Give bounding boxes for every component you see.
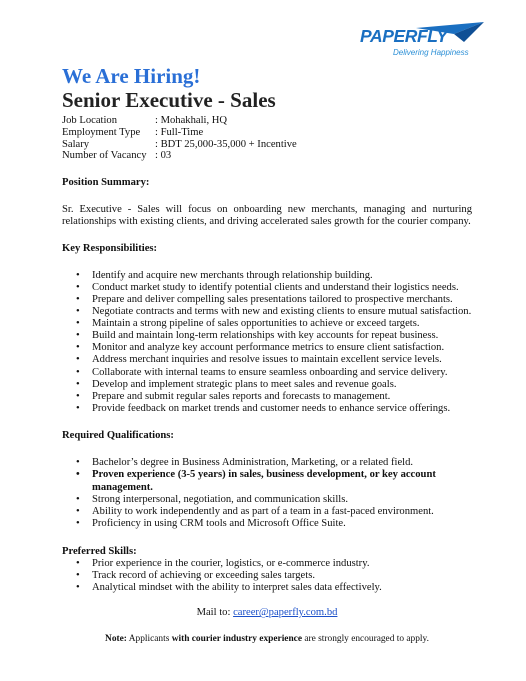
list-item-text: Develop and implement strategic plans to meet sales and revenue goals. xyxy=(92,378,397,390)
logo-tagline: Delivering Happiness xyxy=(393,48,469,57)
bullet-icon: • xyxy=(76,269,80,281)
list-item xyxy=(62,457,472,469)
meta-row-employment xyxy=(62,127,472,139)
list-item xyxy=(62,391,472,403)
list-item xyxy=(62,494,472,506)
meta-value: : Mohakhali, HQ xyxy=(155,115,228,126)
list-item xyxy=(62,506,472,518)
meta-row-location xyxy=(62,115,472,127)
list-item xyxy=(62,306,472,318)
list-item-text: Address merchant inquiries and resolve issues to maintain excellent service levels. xyxy=(92,354,442,366)
list-item-text: Proficiency in using CRM tools and Microsoft Office Suite. xyxy=(92,518,346,530)
preferred-heading: Preferred Skills: xyxy=(62,545,137,557)
list-item xyxy=(62,582,472,594)
job-meta xyxy=(62,115,472,162)
qualifications-list xyxy=(62,457,472,530)
list-item-text: Proven experience (3-5 years) in sales, business development, or key account management. xyxy=(92,469,436,493)
responsibilities-heading: Key Responsibilities: xyxy=(62,243,158,255)
list-item-text: Strong interpersonal, negotiation, and communication skills. xyxy=(92,494,348,506)
list-item xyxy=(62,354,472,366)
meta-row-salary xyxy=(62,139,472,151)
bullet-icon: • xyxy=(76,457,80,469)
bullet-icon: • xyxy=(76,469,80,481)
list-item-text: Prior experience in the courier, logistics, or e-commerce industry. xyxy=(92,557,370,569)
summary-text: Sr. Executive - Sales will focus on onboarding new merchants, managing and nurturing relationships with existing clients, and driving accelerated sales growth for the courier company. xyxy=(62,203,472,227)
list-item-text: Prepare and deliver compelling sales presentations tailored to prospective merchants. xyxy=(92,294,453,305)
meta-value: : 03 xyxy=(155,150,172,162)
list-item-text: Monitor and analyze key account performance metrics to ensure client satisfaction. xyxy=(92,342,445,354)
bullet-icon: • xyxy=(76,378,80,390)
qualifications-heading: Required Qualifications: xyxy=(62,429,174,441)
list-item-text: Bachelor’s degree in Business Administration, Marketing, or a related field. xyxy=(92,457,414,469)
bullet-icon: • xyxy=(76,494,80,506)
contact-line xyxy=(62,607,472,619)
bullet-icon: • xyxy=(76,354,80,366)
meta-value: : Full-Time xyxy=(155,126,204,138)
meta-label: Employment Type xyxy=(62,126,141,138)
list-item-text: Analytical mindset with the ability to interpret sales data effectively. xyxy=(92,582,382,594)
bullet-icon: • xyxy=(76,281,80,293)
list-item xyxy=(62,282,472,294)
meta-value: : BDT 25,000-35,000 + Incentive xyxy=(155,138,297,150)
note-emphasis: with courier industry experience xyxy=(171,633,302,644)
bullet-icon: • xyxy=(76,582,80,594)
note-line xyxy=(62,633,472,645)
paperfly-logo xyxy=(356,22,486,58)
bullet-icon: • xyxy=(76,557,80,569)
summary-heading: Position Summary: xyxy=(62,177,150,189)
bullet-icon: • xyxy=(76,506,80,518)
hiring-title: We Are Hiring! xyxy=(62,64,201,88)
list-item xyxy=(62,367,472,379)
bullet-icon: • xyxy=(76,318,80,330)
list-item xyxy=(62,570,472,582)
list-item xyxy=(62,558,472,570)
bullet-icon: • xyxy=(76,294,80,305)
list-item xyxy=(62,403,472,415)
bullet-icon: • xyxy=(76,342,80,354)
list-item xyxy=(62,469,472,494)
list-item xyxy=(62,294,472,306)
list-item-text: Negotiate contracts and terms with new and existing clients to ensure mutual satisfaction. xyxy=(92,306,472,318)
bullet-icon: • xyxy=(76,570,80,582)
list-item-text: Maintain a strong pipeline of sales opportunities to achieve or exceed targets. xyxy=(92,318,420,330)
bullet-icon: • xyxy=(76,330,80,342)
note-label: Note: xyxy=(105,633,127,644)
meta-label: Number of Vacancy xyxy=(62,150,147,162)
meta-row-vacancy xyxy=(62,150,472,162)
list-item xyxy=(62,330,472,342)
meta-label: Job Location xyxy=(62,115,118,126)
bullet-icon: • xyxy=(76,366,80,378)
list-item xyxy=(62,518,472,530)
list-item-text: Identify and acquire new merchants through relationship building. xyxy=(92,269,373,281)
list-item-text: Provide feedback on market trends and customer needs to enhance service offerings. xyxy=(92,402,451,414)
list-item-text: Prepare and submit regular sales reports and forecasts to management. xyxy=(92,390,391,402)
job-post xyxy=(62,64,472,645)
preferred-list xyxy=(62,558,472,594)
list-item xyxy=(62,270,472,282)
email-link[interactable]: career@paperfly.com.bd xyxy=(233,607,338,619)
bullet-icon: • xyxy=(76,306,80,318)
responsibilities-list xyxy=(62,270,472,415)
list-item-text: Conduct market study to identify potential clients and understand their logistics needs. xyxy=(92,281,459,293)
list-item-text: Build and maintain long-term relationships with key accounts for repeat business. xyxy=(92,330,439,342)
bullet-icon: • xyxy=(76,390,80,402)
position-title: Senior Executive - Sales xyxy=(62,88,276,112)
note-text-after: are strongly encouraged to apply. xyxy=(302,633,429,644)
meta-label: Salary xyxy=(62,138,90,150)
list-item-text: Collaborate with internal teams to ensure seamless onboarding and service delivery. xyxy=(92,366,448,378)
list-item xyxy=(62,342,472,354)
contact-prefix: Mail to: xyxy=(196,607,234,619)
list-item-text: Track record of achieving or exceeding sales targets. xyxy=(92,570,315,582)
list-item xyxy=(62,379,472,391)
note-text-before: Applicants xyxy=(126,633,172,644)
logo-wordmark: PAPERFLY xyxy=(360,26,448,46)
list-item xyxy=(62,318,472,330)
bullet-icon: • xyxy=(76,518,80,530)
list-item-text: Ability to work independently and as part of a team in a fast-paced environment. xyxy=(92,506,434,518)
bullet-icon: • xyxy=(76,402,80,414)
